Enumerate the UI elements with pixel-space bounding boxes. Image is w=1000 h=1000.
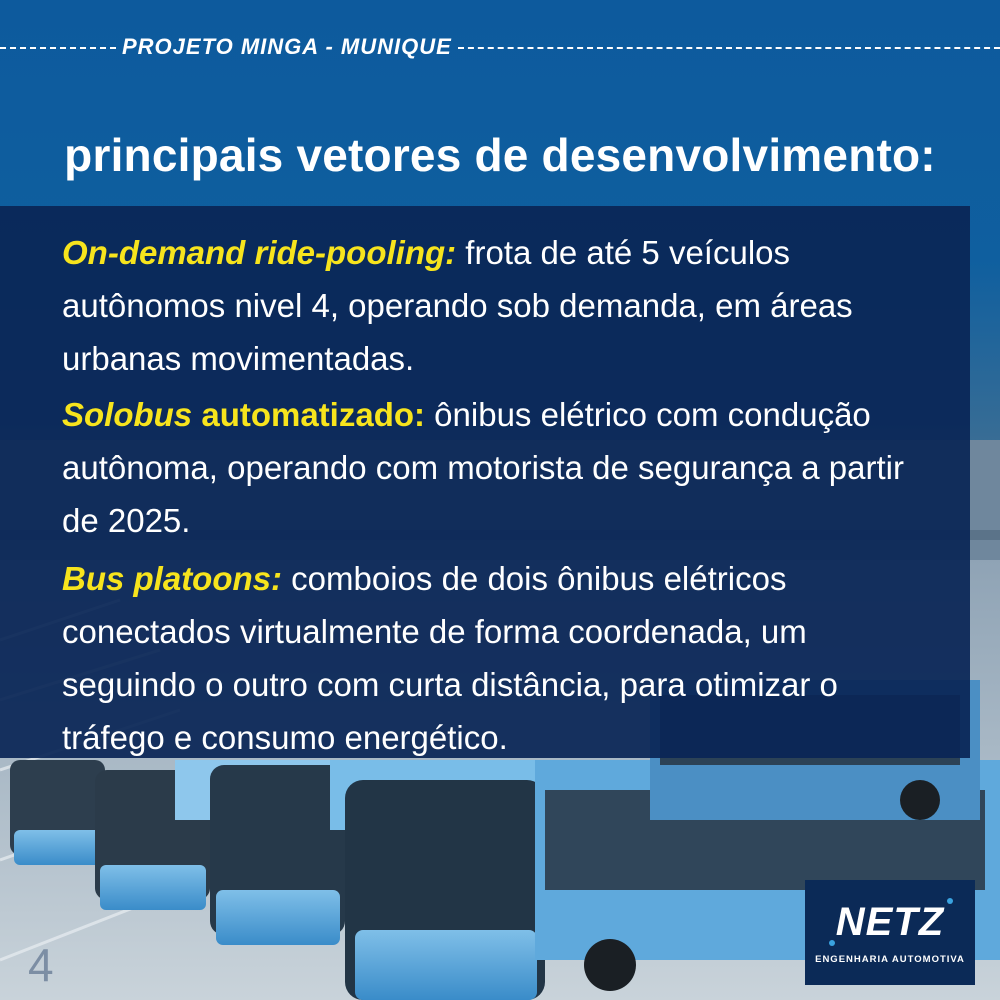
item-text: ônibus elétrico com condução autônoma, operando com motorista de segurança a partir de 2025. xyxy=(62,396,904,539)
item-bus-platoons xyxy=(62,552,942,764)
logo-subtitle: ENGENHARIA AUTOMOTIVA xyxy=(815,954,965,965)
item-text: frota de até 5 veículos autônomos nivel 4, operando sob demanda, em áreas urbanas movimentadas. xyxy=(62,234,853,377)
logo-word: NETZ xyxy=(835,900,945,944)
item-text: comboios de dois ônibus elétricos conectados virtualmente de forma coordenada, um seguindo o outro com curta distância, para otimizar o tráfego e consumo energético. xyxy=(62,560,838,756)
item-ride-pooling xyxy=(62,226,942,385)
page-number: 4 xyxy=(28,939,54,991)
item-lead: Bus platoons: xyxy=(62,560,282,597)
item-solobus xyxy=(62,388,942,547)
logo-dot-icon xyxy=(829,940,835,946)
item-lead-suffix: automatizado: xyxy=(192,396,426,433)
page-title: principais vetores de desenvolvimento: xyxy=(64,129,936,181)
logo-dot-icon xyxy=(947,898,953,904)
header-label: PROJETO MINGA - MUNIQUE xyxy=(122,34,452,59)
netz-logo xyxy=(805,880,975,985)
item-lead: On-demand ride-pooling: xyxy=(62,234,457,271)
header-dash-right xyxy=(458,47,1000,49)
item-lead: Solobus xyxy=(62,396,193,433)
header-line xyxy=(0,30,1000,64)
header-dash-left xyxy=(0,47,116,49)
